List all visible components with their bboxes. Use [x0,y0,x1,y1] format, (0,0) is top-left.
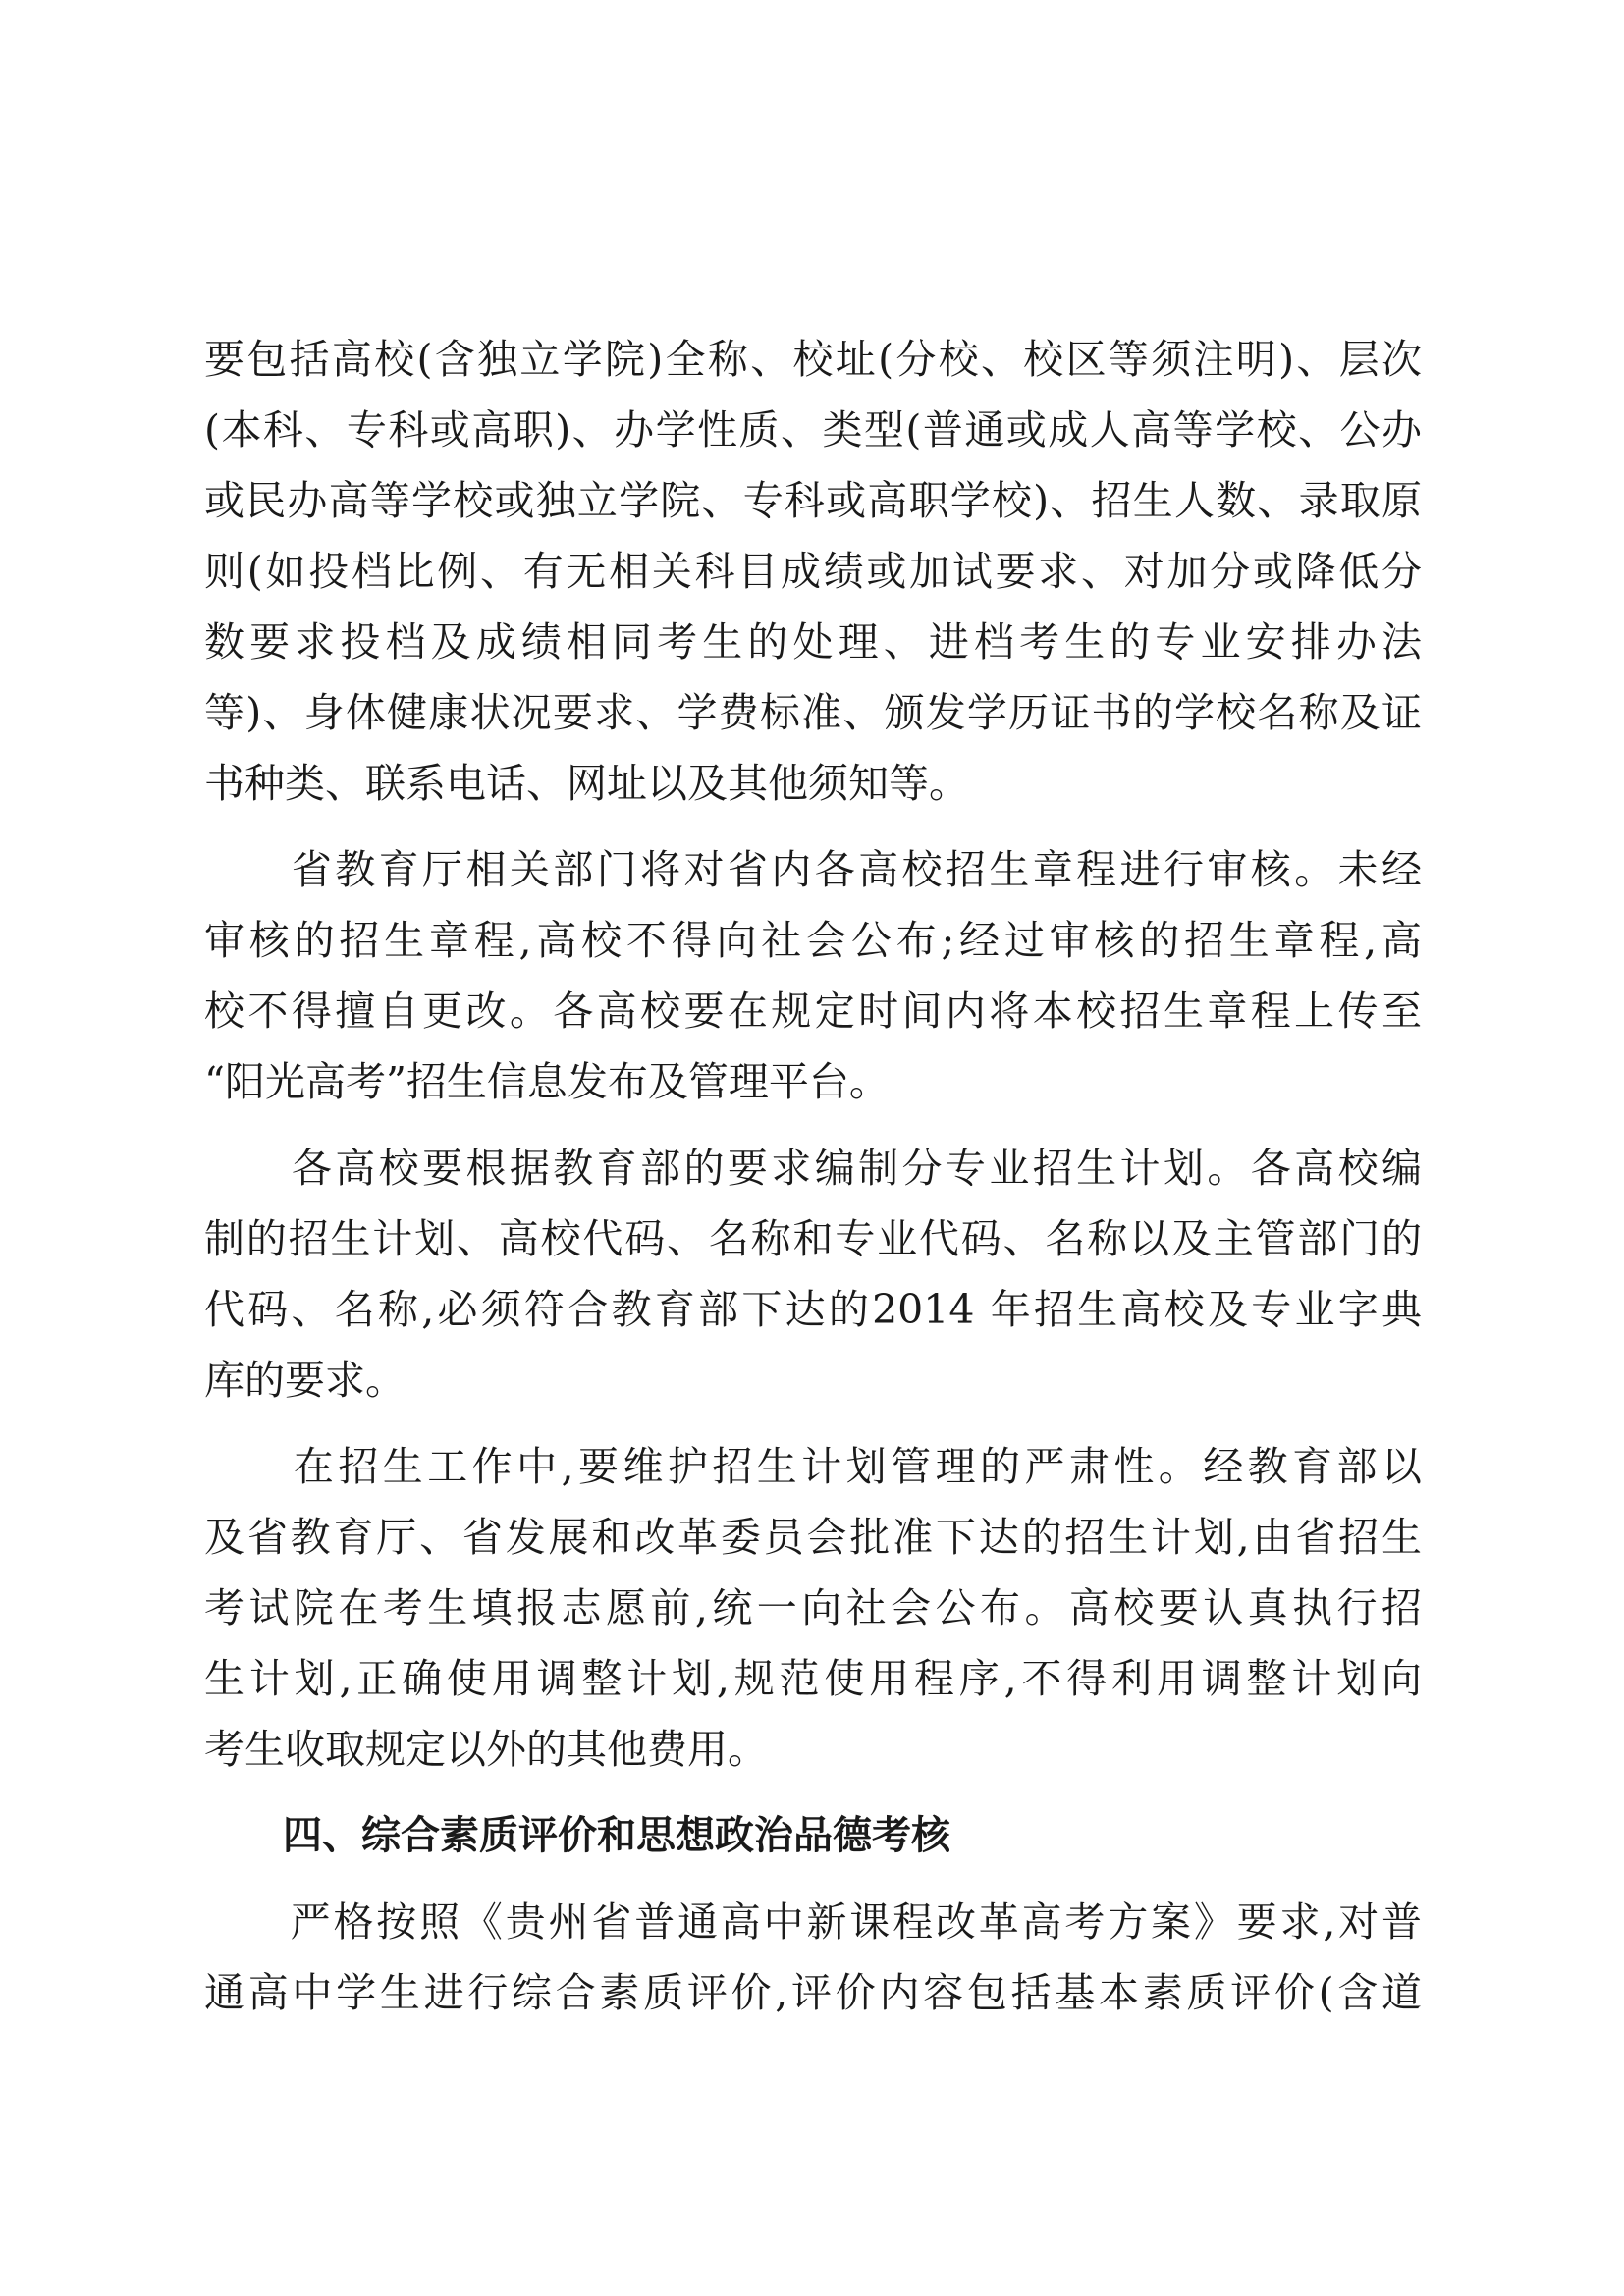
text-line-12: 各高校要根据教育部的要求编制分专业招生计划。各高校编 [204,1145,1422,1192]
text-line-17: 及省教育厅、省发展和改革委员会批准下达的招生计划,由省招生 [204,1514,1422,1561]
text-line-3: 或民办高等学校或独立学院、专科或高职学校)、招生人数、录取原 [204,477,1422,524]
text-line-9: 审核的招生章程,高校不得向社会公布;经过审核的招生章程,高 [204,917,1422,964]
text-line-18: 考试院在考生填报志愿前,统一向社会公布。高校要认真执行招 [204,1584,1422,1631]
text-line-15: 库的要求。 [204,1357,406,1404]
text-line-14: 代码、名称,必须符合教育部下达的2014 年招生高校及专业字典 [204,1286,1422,1333]
text-line-22: 严格按照《贵州省普通高中新课程改革高考方案》要求,对普 [204,1898,1422,1946]
text-line-7: 书种类、联系电话、网址以及其他须知等。 [204,760,969,807]
text-line-1: 要包括高校(含独立学院)全称、校址(分校、校区等须注明)、层次 [204,336,1422,383]
text-line-19: 生计划,正确使用调整计划,规范使用程序,不得利用调整计划向 [204,1655,1422,1702]
text-line-16: 在招生工作中,要维护招生计划管理的严肃性。经教育部以 [204,1443,1422,1490]
section-heading: 四、综合素质评价和思想政治品德考核 [204,1813,950,1858]
text-line-10: 校不得擅自更改。各高校要在规定时间内将本校招生章程上传至 [204,988,1422,1035]
text-line-5: 数要求投档及成绩相同考生的处理、进档考生的专业安排办法 [204,618,1422,666]
text-line-2: (本科、专科或高职)、办学性质、类型(普通或成人高等学校、公办 [204,406,1422,454]
text-line-11: “阳光高考”招生信息发布及管理平台。 [204,1058,890,1105]
text-line-6: 等)、身体健康状况要求、学费标准、颁发学历证书的学校名称及证 [204,689,1422,736]
text-line-8: 省教育厅相关部门将对省内各高校招生章程进行审核。未经 [204,846,1422,893]
text-line-20: 考生收取规定以外的其他费用。 [204,1726,768,1773]
text-line-13: 制的招生计划、高校代码、名称和专业代码、名称以及主管部门的 [204,1215,1422,1262]
text-line-4: 则(如投档比例、有无相关科目成绩或加试要求、对加分或降低分 [204,548,1422,595]
text-line-23: 通高中学生进行综合素质评价,评价内容包括基本素质评价(含道 [204,1969,1422,2016]
